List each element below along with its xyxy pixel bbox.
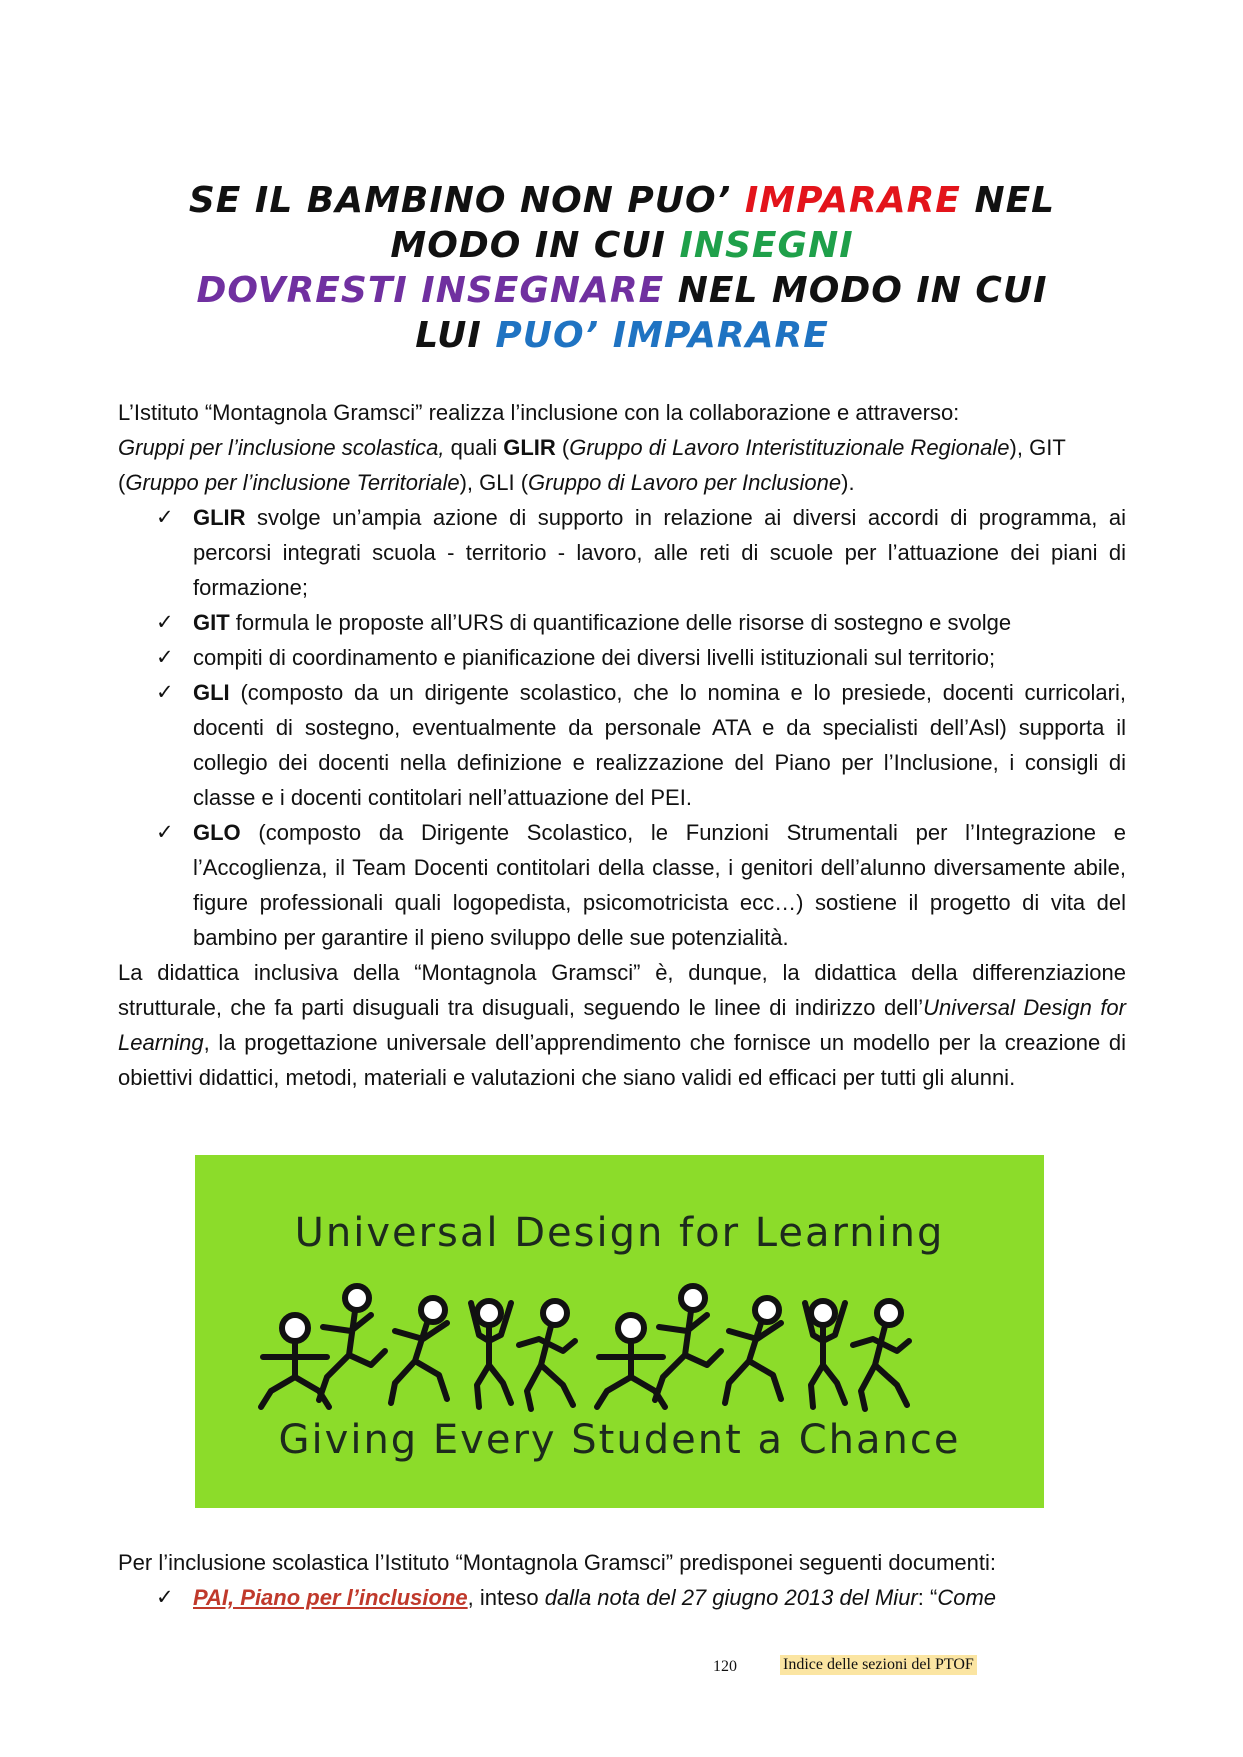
item-text: compiti di coordinamento e pianificazione dei diversi livelli istituzionali sul territorio; [193, 645, 996, 670]
page-number: 120 [713, 1658, 737, 1675]
check-icon: ✓ [156, 820, 174, 844]
pai-text: : “ [917, 1585, 938, 1610]
pai-text: , inteso [467, 1585, 545, 1610]
item-text: (composto da un dirigente scolastico, che lo nomina e lo presiede, docenti curricolari, docenti di sostegno, eventualmente da personale ATA e da specialisti dell’Asl) supporta il collegio dei docenti nella definizione e realizzazione del Piano per l’Inclusione, i consigli di classe e i docenti contitolari nell’attuazione del PEI. [193, 680, 1126, 810]
intro-text: ), [1009, 435, 1023, 460]
item-acronym: GLIR [193, 505, 246, 530]
title-text: NEL MODO IN CUI [664, 270, 1048, 311]
item-text: formula le proposte all’URS di quantificazione delle risorse di sostegno e svolge [229, 610, 1012, 635]
gli-full-name: Gruppo di Lavoro per Inclusione [528, 470, 842, 495]
check-icon: ✓ [156, 645, 174, 669]
groups-list [118, 500, 1126, 955]
pai-note: dalla nota del 27 giugno 2013 del Miur [544, 1585, 918, 1610]
udl-heading: Universal Design for Learning [294, 1210, 945, 1256]
page-title [118, 178, 1126, 358]
intro-paragraph [118, 395, 1126, 500]
list-item [118, 815, 1126, 955]
title-line-1 [118, 178, 1126, 223]
list-item [118, 640, 1126, 675]
title-highlight-green: INSEGNI [679, 225, 854, 266]
title-text: NEL [960, 180, 1056, 221]
glir-full-name: Gruppo di Lavoro Interistituzionale Regionale [569, 435, 1010, 460]
title-text: MODO IN CUI [390, 225, 680, 266]
pai-quote: Come [937, 1585, 997, 1610]
item-acronym: GLI [193, 680, 230, 705]
udl-footer: Giving Every Student a Chance [278, 1417, 961, 1463]
intro-line: L’Istituto “Montagnola Gramsci” realizza l’inclusione con la collaborazione e attraverso: [118, 400, 960, 425]
title-line-2 [118, 223, 1126, 268]
title-highlight-purple: DOVRESTI INSEGNARE [196, 270, 665, 311]
title-text: LUI [415, 315, 496, 356]
intro-text: GIT ( [118, 435, 1066, 495]
title-line-3 [118, 268, 1126, 313]
title-text: SE IL BAMBINO NON PUO’ [188, 180, 745, 221]
main-content [118, 395, 1126, 1095]
list-item [118, 605, 1126, 640]
didactics-text: La didattica inclusiva della “Montagnola Gramsci” è, dunque, la didattica della differenziazione strutturale, che fa parti disuguali tra disuguali, seguendo le linee di indirizzo dell’ [118, 960, 1126, 1020]
check-icon: ✓ [156, 1585, 174, 1609]
glir-acronym: GLIR [503, 435, 556, 460]
git-full-name: Gruppo per l’inclusione Territoriale [125, 470, 460, 495]
intro-text: ( [555, 435, 570, 460]
intro-text: quali [444, 435, 504, 460]
title-highlight-red: IMPARARE [744, 180, 961, 221]
item-text: (composto da Dirigente Scolastico, le Funzioni Strumentali per l’Integrazione e l’Accoglienza, il Team Docenti contitolari della classe, i genitori dell’alunno diversamente abile, figure professionali quali logopedista, psicomotricista ecc…) sostiene il progetto di vita del bambino per garantire il pieno sviluppo delle sue potenzialità. [193, 820, 1126, 950]
item-acronym: GIT [193, 610, 230, 635]
title-line-4 [118, 313, 1126, 358]
item-text: svolge un’ampia azione di supporto in relazione ai diversi accordi di programma, ai percorsi integrati scuola - territorio - lavoro, alle reti di scuole per l’attuazione dei piani di formazione; [193, 505, 1126, 600]
documents-paragraph [118, 1545, 1126, 1615]
check-icon: ✓ [156, 680, 174, 704]
section-index-link[interactable]: Indice delle sezioni del PTOF [780, 1655, 977, 1675]
check-icon: ✓ [156, 610, 174, 634]
documents-intro: Per l’inclusione scolastica l’Istituto “Montagnola Gramsci” predisponei seguenti documenti: [118, 1550, 996, 1575]
intro-text: ). [841, 470, 855, 495]
intro-text: ), GLI ( [459, 470, 529, 495]
didactics-text: , la progettazione universale dell’apprendimento che fornisce un modello per la creazione di obiettivi didattici, metodi, materiali e valutazioni che siano validi ed efficaci per tutti gli alunni. [118, 1030, 1126, 1090]
udl-illustration [195, 1155, 1044, 1508]
item-acronym: GLO [193, 820, 241, 845]
pai-link[interactable]: PAI, Piano per l’inclusione [193, 1585, 468, 1610]
didactics-paragraph [118, 955, 1126, 1095]
check-icon: ✓ [156, 505, 174, 529]
udl-term: Universal Design for Learning [118, 995, 1126, 1055]
groups-label: Gruppi per l’inclusione scolastica, [118, 435, 445, 460]
list-item [118, 675, 1126, 815]
list-item [118, 1580, 1126, 1615]
list-item [118, 500, 1126, 605]
title-highlight-blue: PUO’ IMPARARE [495, 315, 829, 356]
